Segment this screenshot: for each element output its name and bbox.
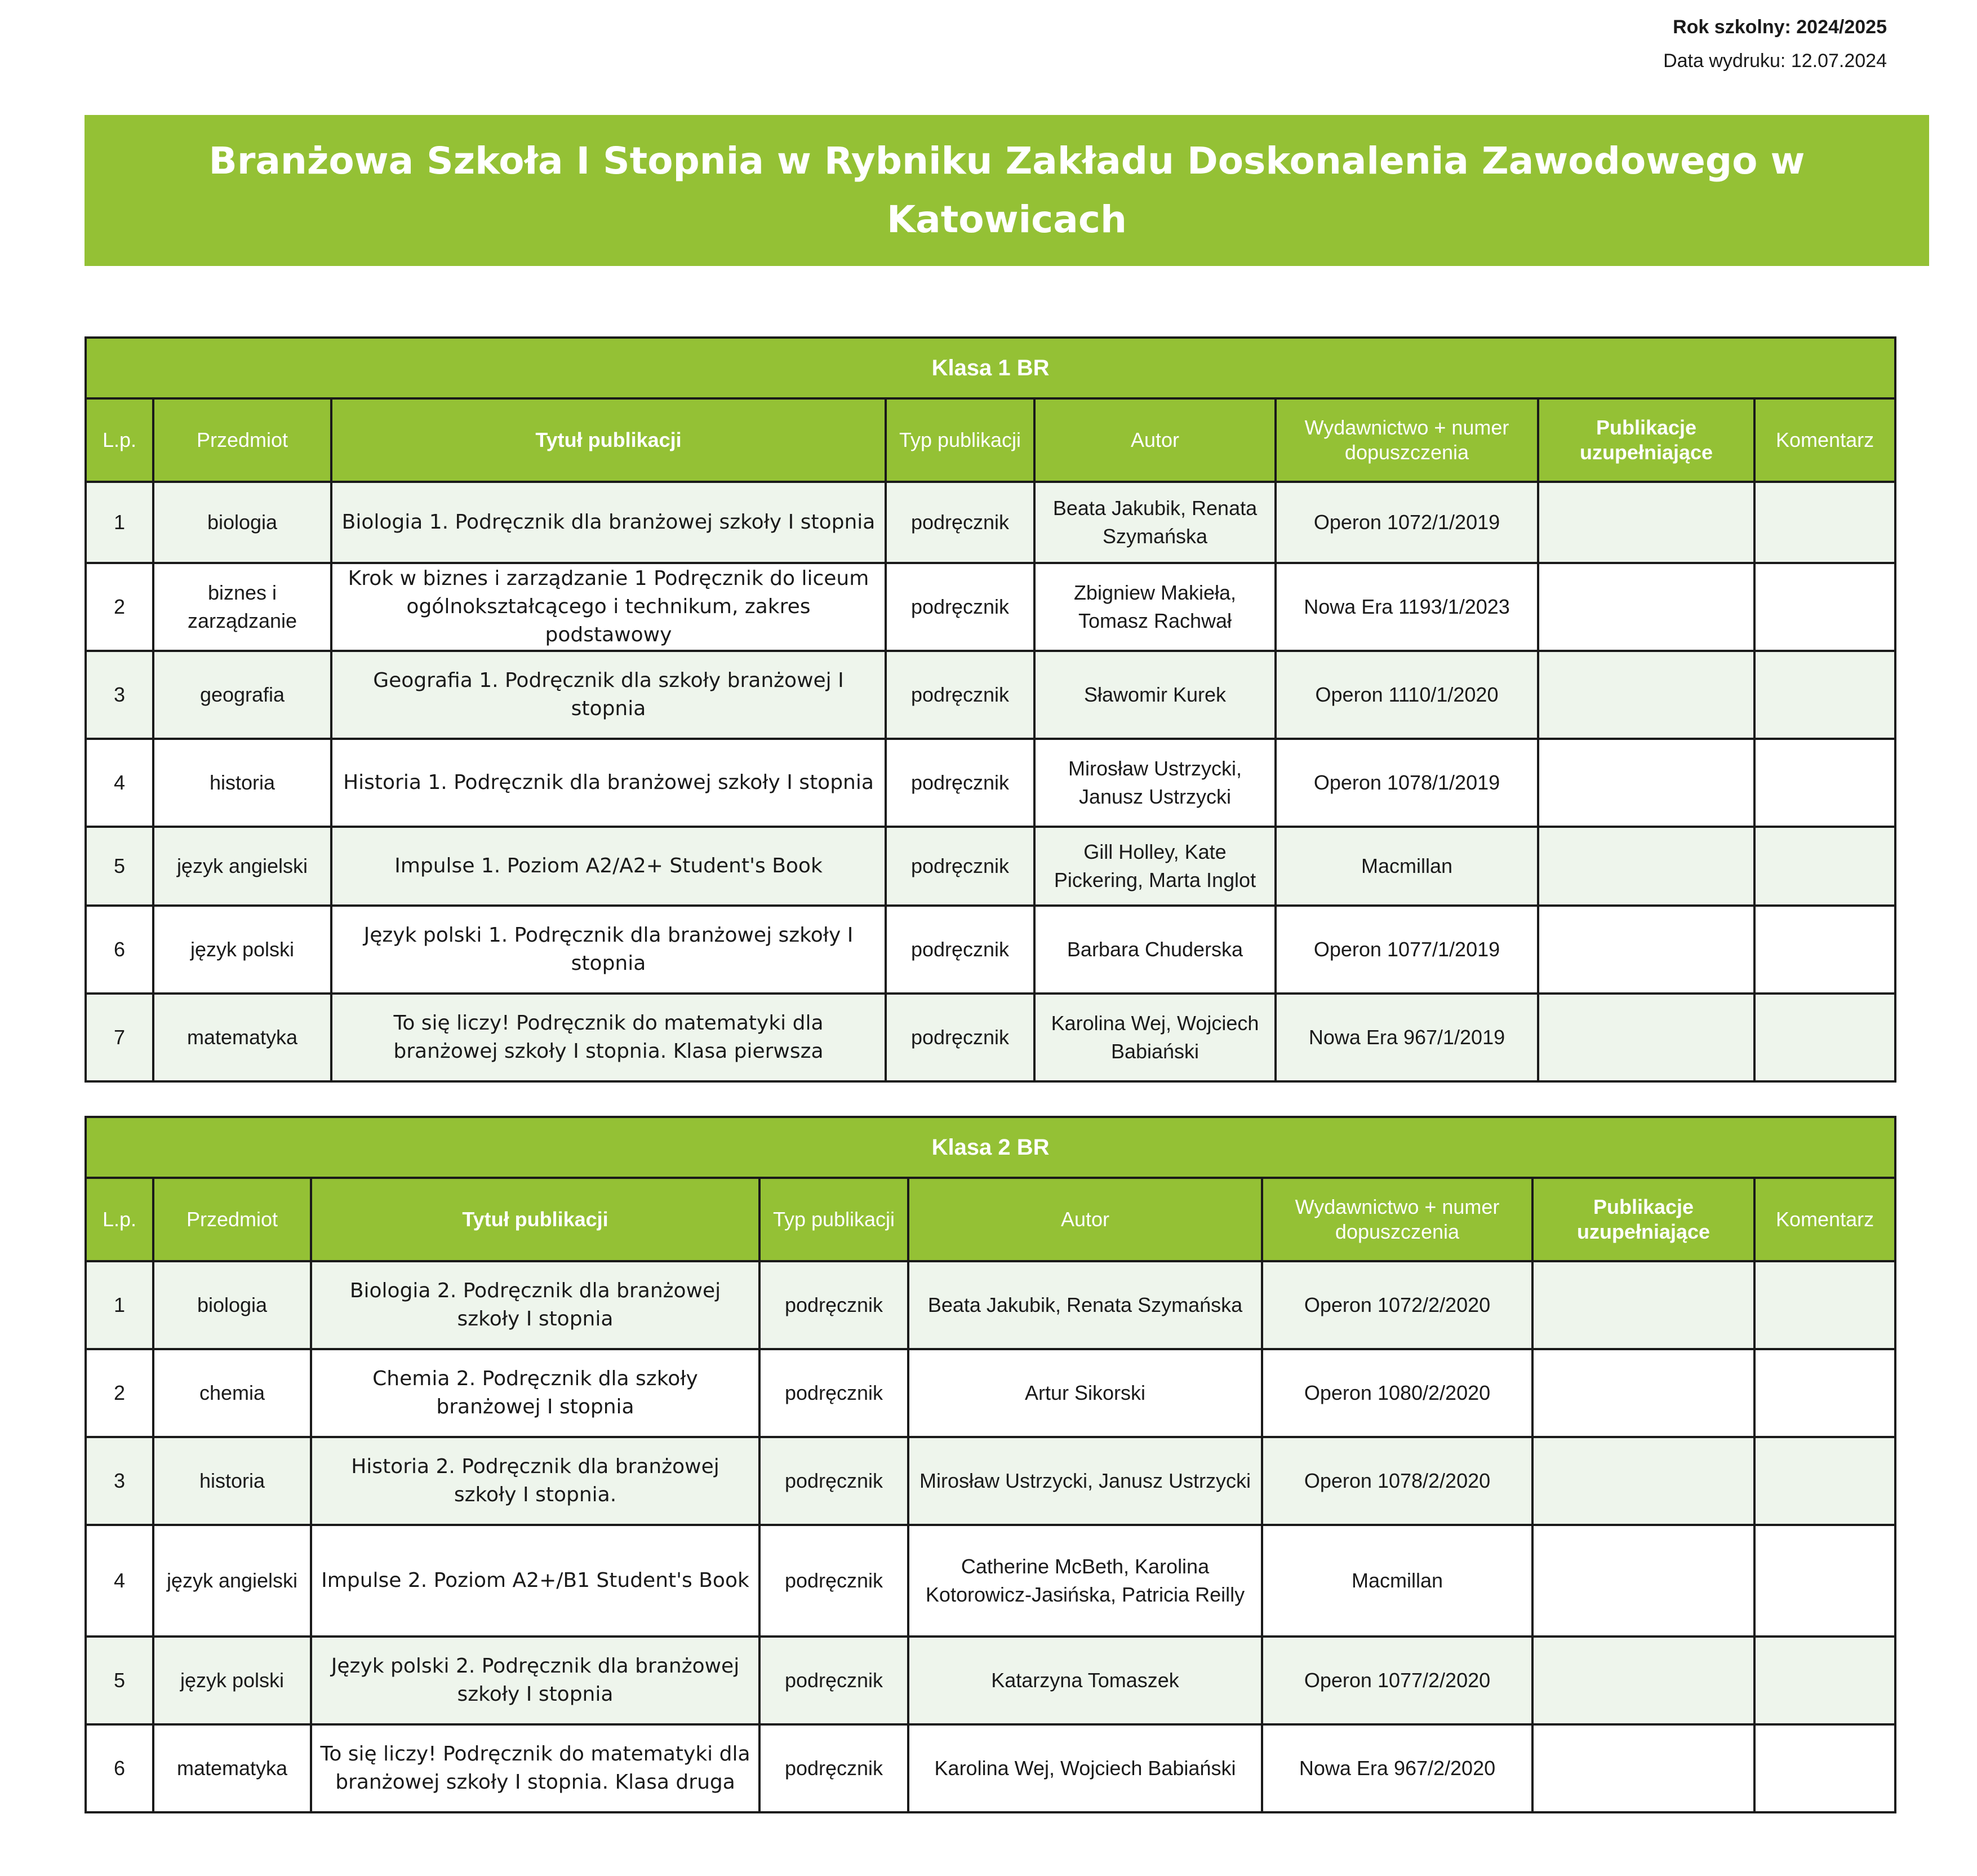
- cell-subject: język polski: [153, 906, 331, 994]
- cell-type: podręcznik: [759, 1437, 908, 1525]
- class-table: [85, 1116, 1896, 1813]
- cell-title: Historia 2. Podręcznik dla branżowej szkoły I stopnia.: [311, 1437, 759, 1525]
- cell-supplementary: [1532, 1636, 1754, 1724]
- cell-title: Impulse 1. Poziom A2/A2+ Student's Book: [331, 827, 886, 906]
- cell-lp: 6: [86, 906, 153, 994]
- cell-type: podręcznik: [759, 1525, 908, 1636]
- table-row: [86, 739, 1895, 827]
- cell-publisher: Nowa Era 967/2/2020: [1262, 1724, 1532, 1812]
- cell-supplementary: [1532, 1724, 1754, 1812]
- col-header-publisher: Wydawnictwo + numer dopuszczenia: [1262, 1178, 1532, 1261]
- cell-comment: [1754, 994, 1895, 1081]
- table-row: [86, 1724, 1895, 1812]
- cell-comment: [1754, 1724, 1895, 1812]
- cell-publisher: Operon 1077/1/2019: [1276, 906, 1538, 994]
- cell-title: Geografia 1. Podręcznik dla szkoły branżowej I stopnia: [331, 651, 886, 739]
- class-table: [85, 336, 1896, 1083]
- cell-author: Beata Jakubik, Renata Szymańska: [1034, 482, 1276, 563]
- col-header-title: Tytuł publikacji: [311, 1178, 759, 1261]
- cell-author: Karolina Wej, Wojciech Babiański: [1034, 994, 1276, 1081]
- cell-lp: 7: [86, 994, 153, 1081]
- table-row: [86, 1437, 1895, 1525]
- cell-author: Karolina Wej, Wojciech Babiański: [908, 1724, 1262, 1812]
- cell-supplementary: [1538, 739, 1754, 827]
- table-row: [86, 1636, 1895, 1724]
- cell-lp: 1: [86, 1261, 153, 1349]
- cell-comment: [1754, 482, 1895, 563]
- cell-subject: historia: [153, 739, 331, 827]
- cell-type: podręcznik: [886, 482, 1034, 563]
- table-row: [86, 1261, 1895, 1349]
- cell-supplementary: [1538, 563, 1754, 651]
- cell-subject: język angielski: [153, 1525, 311, 1636]
- cell-supplementary: [1532, 1349, 1754, 1437]
- cell-publisher: Operon 1078/2/2020: [1262, 1437, 1532, 1525]
- cell-author: Katarzyna Tomaszek: [908, 1636, 1262, 1724]
- cell-publisher: Operon 1078/1/2019: [1276, 739, 1538, 827]
- cell-comment: [1754, 739, 1895, 827]
- col-header-subject: Przedmiot: [153, 398, 331, 482]
- cell-publisher: Operon 1077/2/2020: [1262, 1636, 1532, 1724]
- class-caption: Klasa 2 BR: [86, 1117, 1895, 1178]
- cell-subject: matematyka: [153, 994, 331, 1081]
- cell-author: Beata Jakubik, Renata Szymańska: [908, 1261, 1262, 1349]
- cell-publisher: Operon 1072/1/2019: [1276, 482, 1538, 563]
- table-row: [86, 994, 1895, 1081]
- cell-supplementary: [1532, 1261, 1754, 1349]
- cell-supplementary: [1538, 482, 1754, 563]
- table-row: [86, 827, 1895, 906]
- cell-publisher: Operon 1110/1/2020: [1276, 651, 1538, 739]
- col-header-supplementary: Publikacje uzupełniające: [1538, 398, 1754, 482]
- cell-type: podręcznik: [759, 1636, 908, 1724]
- cell-supplementary: [1538, 906, 1754, 994]
- cell-lp: 2: [86, 563, 153, 651]
- school-name: Branżowa Szkoła I Stopnia w Rybniku Zakładu Doskonalenia Zawodowego w Katowicach: [208, 139, 1805, 241]
- table-row: [86, 563, 1895, 651]
- cell-publisher: Nowa Era 967/1/2019: [1276, 994, 1538, 1081]
- cell-title: Język polski 2. Podręcznik dla branżowej szkoły I stopnia: [311, 1636, 759, 1724]
- print-date: Data wydruku: 12.07.2024: [1663, 50, 1887, 72]
- cell-type: podręcznik: [759, 1724, 908, 1812]
- col-header-lp: L.p.: [86, 1178, 153, 1261]
- col-header-comment: Komentarz: [1754, 398, 1895, 482]
- cell-publisher: Macmillan: [1276, 827, 1538, 906]
- cell-publisher: Operon 1072/2/2020: [1262, 1261, 1532, 1349]
- cell-title: Język polski 1. Podręcznik dla branżowej szkoły I stopnia: [331, 906, 886, 994]
- cell-author: Artur Sikorski: [908, 1349, 1262, 1437]
- cell-subject: historia: [153, 1437, 311, 1525]
- cell-type: podręcznik: [759, 1261, 908, 1349]
- cell-type: podręcznik: [886, 827, 1034, 906]
- cell-subject: biologia: [153, 1261, 311, 1349]
- cell-lp: 2: [86, 1349, 153, 1437]
- cell-title: To się liczy! Podręcznik do matematyki dla branżowej szkoły I stopnia. Klasa druga: [311, 1724, 759, 1812]
- col-header-publisher: Wydawnictwo + numer dopuszczenia: [1276, 398, 1538, 482]
- cell-title: Historia 1. Podręcznik dla branżowej szkoły I stopnia: [331, 739, 886, 827]
- school-year: Rok szkolny: 2024/2025: [1673, 16, 1887, 38]
- table-row: [86, 1349, 1895, 1437]
- cell-subject: biologia: [153, 482, 331, 563]
- cell-comment: [1754, 1525, 1895, 1636]
- cell-lp: 5: [86, 1636, 153, 1724]
- cell-comment: [1754, 1349, 1895, 1437]
- cell-supplementary: [1538, 994, 1754, 1081]
- cell-supplementary: [1532, 1437, 1754, 1525]
- col-header-comment: Komentarz: [1754, 1178, 1895, 1261]
- cell-comment: [1754, 1636, 1895, 1724]
- cell-supplementary: [1538, 651, 1754, 739]
- table-row: [86, 651, 1895, 739]
- cell-author: Zbigniew Makieła, Tomasz Rachwał: [1034, 563, 1276, 651]
- cell-lp: 3: [86, 1437, 153, 1525]
- table-row: [86, 1525, 1895, 1636]
- cell-subject: język polski: [153, 1636, 311, 1724]
- cell-type: podręcznik: [886, 739, 1034, 827]
- cell-author: Barbara Chuderska: [1034, 906, 1276, 994]
- cell-type: podręcznik: [759, 1349, 908, 1437]
- cell-supplementary: [1538, 827, 1754, 906]
- cell-publisher: Macmillan: [1262, 1525, 1532, 1636]
- col-header-title: Tytuł publikacji: [331, 398, 886, 482]
- cell-comment: [1754, 651, 1895, 739]
- cell-author: Mirosław Ustrzycki, Janusz Ustrzycki: [1034, 739, 1276, 827]
- cell-author: Catherine McBeth, Karolina Kotorowicz-Jasińska, Patricia Reilly: [908, 1525, 1262, 1636]
- col-header-type: Typ publikacji: [886, 398, 1034, 482]
- cell-comment: [1754, 563, 1895, 651]
- cell-subject: chemia: [153, 1349, 311, 1437]
- col-header-supplementary: Publikacje uzupełniające: [1532, 1178, 1754, 1261]
- cell-subject: język angielski: [153, 827, 331, 906]
- col-header-author: Autor: [908, 1178, 1262, 1261]
- cell-comment: [1754, 906, 1895, 994]
- cell-subject: geografia: [153, 651, 331, 739]
- cell-title: Impulse 2. Poziom A2+/B1 Student's Book: [311, 1525, 759, 1636]
- cell-type: podręcznik: [886, 651, 1034, 739]
- cell-subject: biznes i zarządzanie: [153, 563, 331, 651]
- cell-author: Mirosław Ustrzycki, Janusz Ustrzycki: [908, 1437, 1262, 1525]
- cell-title: Chemia 2. Podręcznik dla szkoły branżowej I stopnia: [311, 1349, 759, 1437]
- col-header-author: Autor: [1034, 398, 1276, 482]
- school-name-banner: [85, 115, 1929, 266]
- col-header-lp: L.p.: [86, 398, 153, 482]
- cell-title: To się liczy! Podręcznik do matematyki dla branżowej szkoły I stopnia. Klasa pierwsza: [331, 994, 886, 1081]
- cell-comment: [1754, 1261, 1895, 1349]
- print-meta: [1663, 10, 1887, 78]
- cell-publisher: Operon 1080/2/2020: [1262, 1349, 1532, 1437]
- cell-title: Biologia 1. Podręcznik dla branżowej szkoły I stopnia: [331, 482, 886, 563]
- table-row: [86, 906, 1895, 994]
- col-header-subject: Przedmiot: [153, 1178, 311, 1261]
- table-row: [86, 482, 1895, 563]
- cell-lp: 5: [86, 827, 153, 906]
- cell-author: Sławomir Kurek: [1034, 651, 1276, 739]
- cell-publisher: Nowa Era 1193/1/2023: [1276, 563, 1538, 651]
- cell-subject: matematyka: [153, 1724, 311, 1812]
- class-caption: Klasa 1 BR: [86, 338, 1895, 398]
- cell-lp: 4: [86, 739, 153, 827]
- cell-lp: 3: [86, 651, 153, 739]
- cell-lp: 6: [86, 1724, 153, 1812]
- cell-title: Biologia 2. Podręcznik dla branżowej szkoły I stopnia: [311, 1261, 759, 1349]
- cell-type: podręcznik: [886, 906, 1034, 994]
- cell-type: podręcznik: [886, 994, 1034, 1081]
- cell-lp: 4: [86, 1525, 153, 1636]
- cell-lp: 1: [86, 482, 153, 563]
- cell-type: podręcznik: [886, 563, 1034, 651]
- cell-title: Krok w biznes i zarządzanie 1 Podręcznik do liceum ogólnokształcącego i technikum, zakres podstawowy: [331, 563, 886, 651]
- col-header-type: Typ publikacji: [759, 1178, 908, 1261]
- cell-author: Gill Holley, Kate Pickering, Marta Inglot: [1034, 827, 1276, 906]
- cell-comment: [1754, 1437, 1895, 1525]
- cell-comment: [1754, 827, 1895, 906]
- cell-supplementary: [1532, 1525, 1754, 1636]
